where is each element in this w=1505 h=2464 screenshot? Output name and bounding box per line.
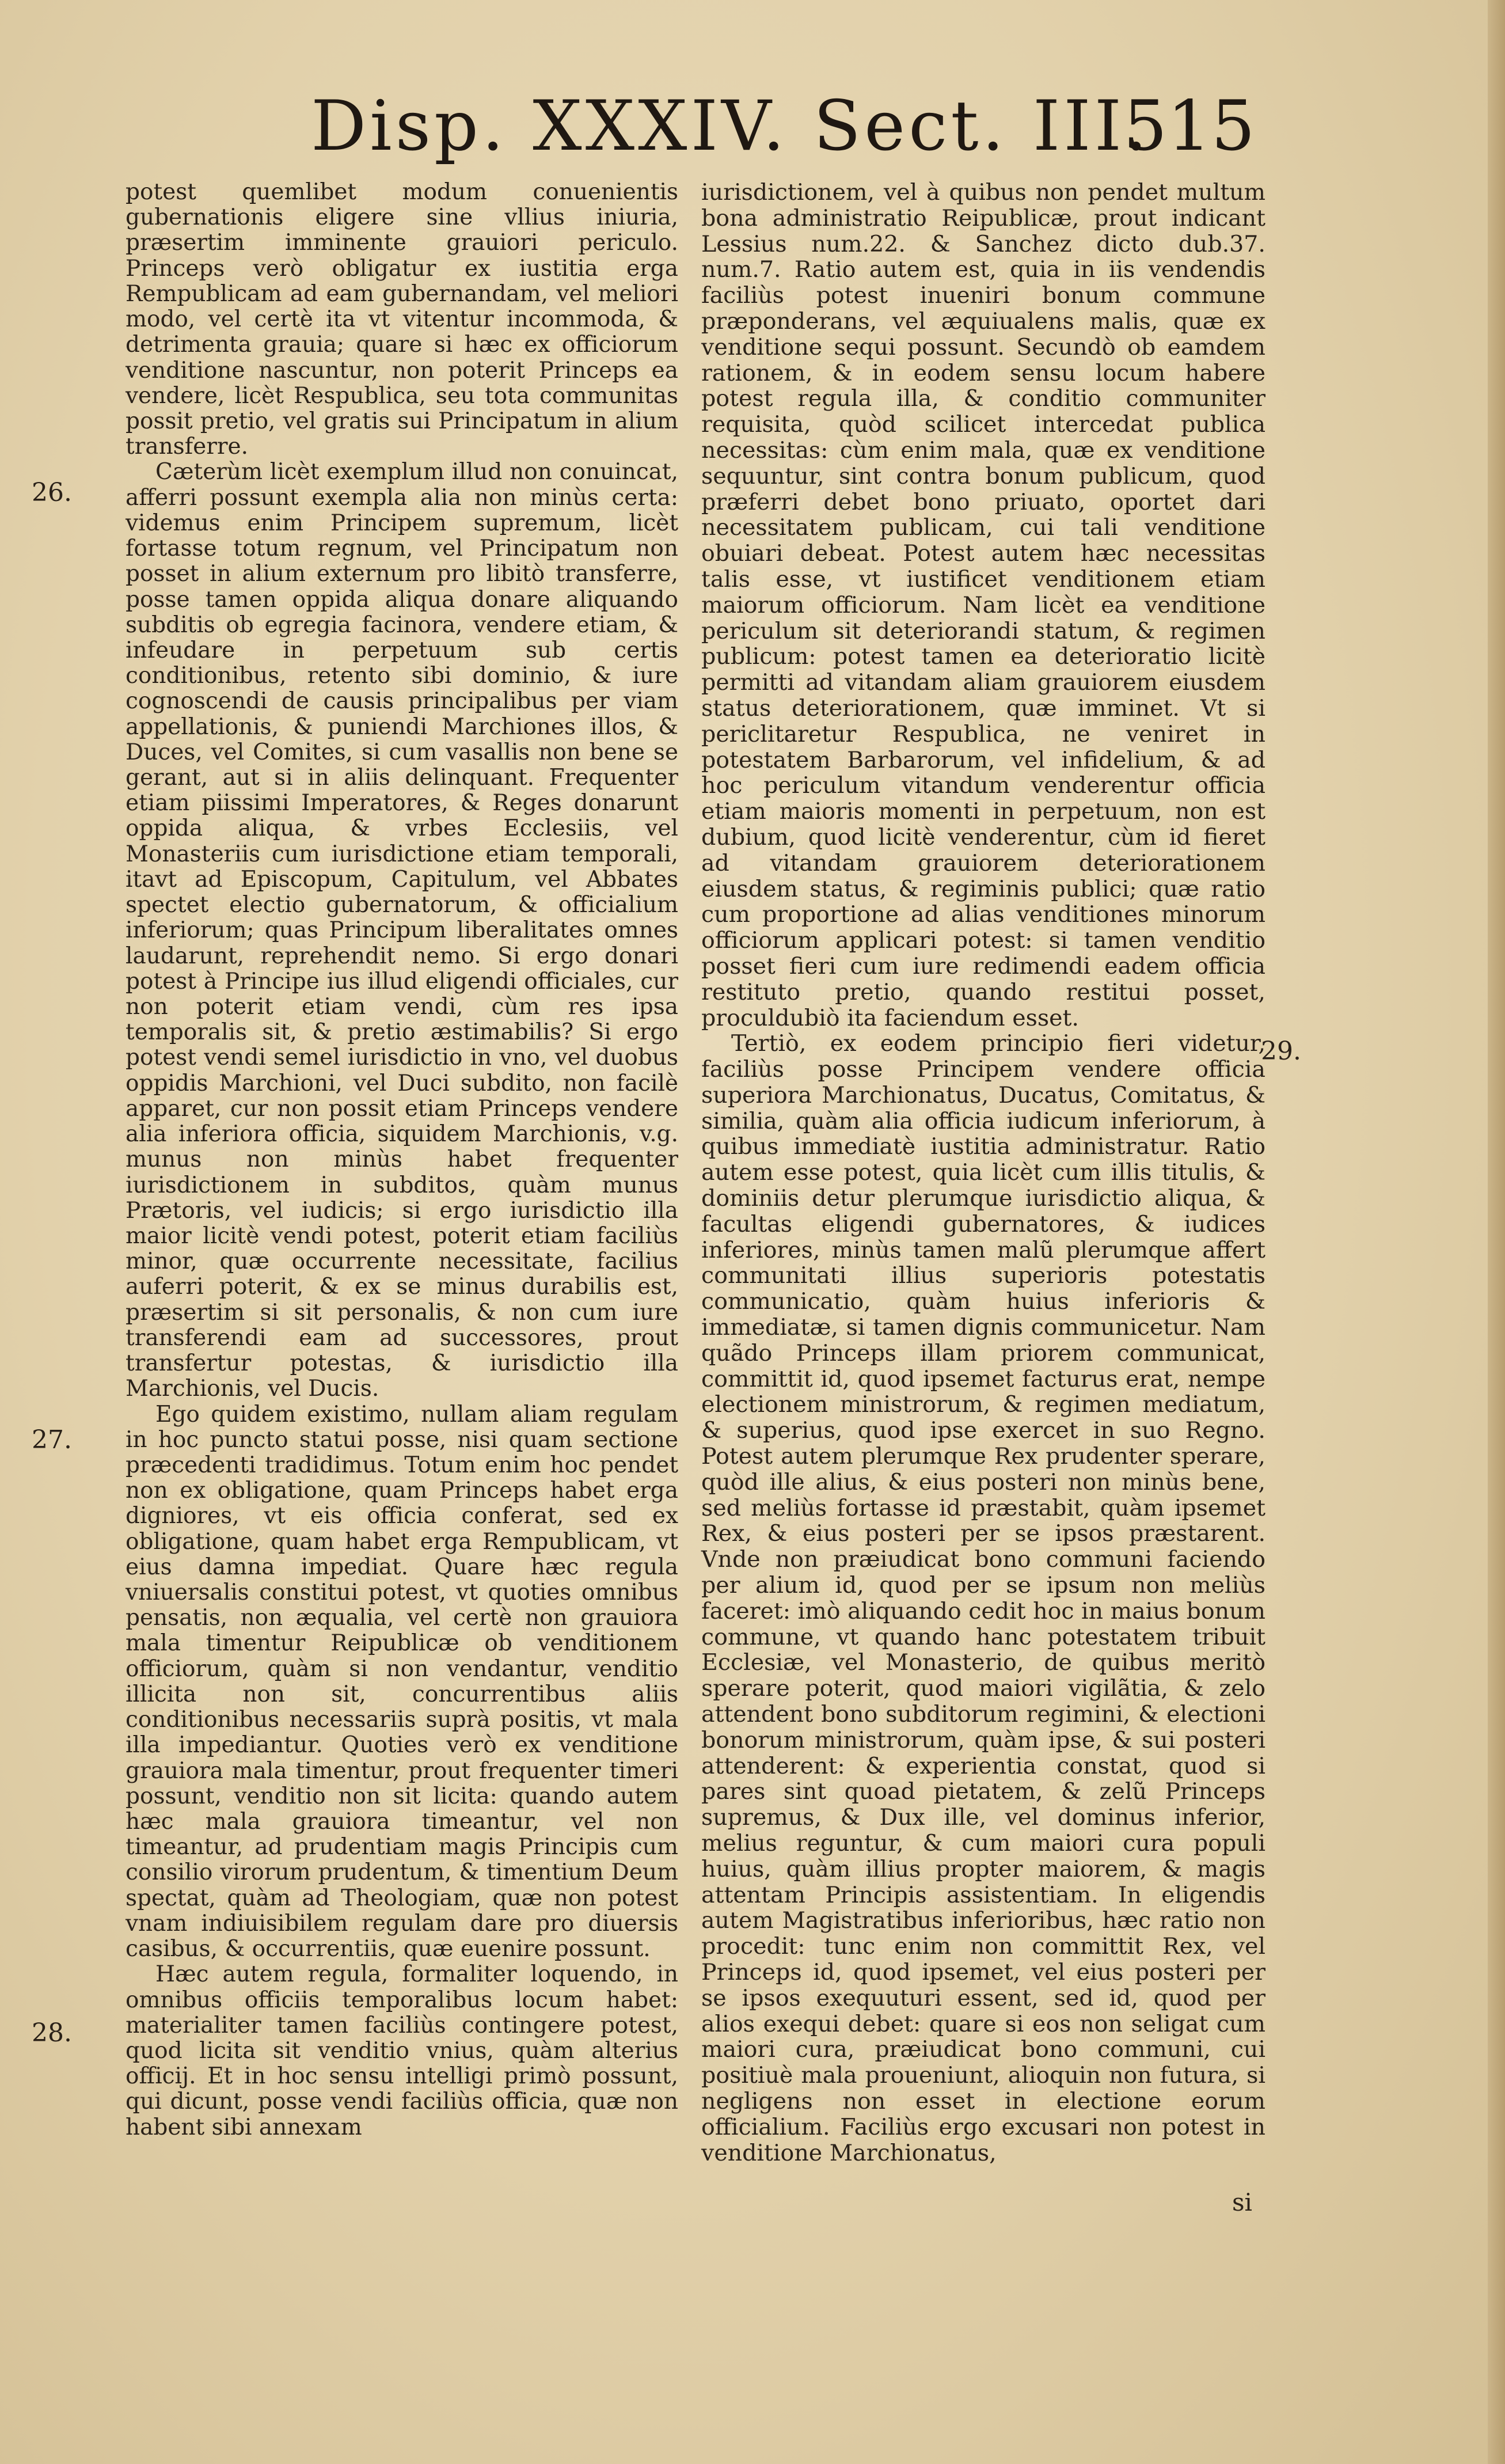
running-head: Disp. XXXIV. Sect. III. bbox=[311, 86, 1151, 166]
page-header bbox=[311, 86, 1255, 167]
margin-number: 27. bbox=[32, 1425, 72, 1455]
paragraph: Hæc autem regula, formaliter loquendo, in omnibus officiis temporalibus locum habet: materialiter tamen faciliùs contingere potest, quod licita sit venditio vnius, quàm alterius officij. Et in hoc sensu intelligi primò possunt, qui dicunt, posse vendi faciliùs officia, quæ non habent sibi annexam bbox=[126, 1961, 678, 2140]
paragraph: Cæterùm licèt exemplum illud non conuincat, afferri possunt exempla alia non minùs certa: videmus enim Principem supremum, licèt fortasse totum regnum, vel Principatum non posset in alium externum pro libitò transferre, posse tamen oppida aliqua donare aliquando subditis ob egregia facinora, vendere etiam, & infeudare in perpetuum sub certis conditionibus, retento sibi dominio, & iure cognoscendi de causis principalibus per viam appellationis, & puniendi Marchiones illos, & Duces, vel Comites, si cum vasallis non bene se gerant, aut si in aliis delinquant. Frequenter etiam piissimi Imperatores, & Reges donarunt oppida aliqua, & vrbes Ecclesiis, vel Monasteriis cum iurisdictione etiam temporali, itavt ad Episcopum, Capitulum, vel Abbates spectet electio gubernatorum, & officialium inferiorum; quas Principum liberalitates omnes laudarunt, reprehendit nemo. Si ergo donari potest à Principe ius illud eligendi officiales, cur non poterit etiam vendi, cùm res ipsa temporalis sit, & pretio æstimabilis? Si ergo potest vendi semel iurisdictio in vno, vel duobus oppidis Marchioni, vel Duci subdito, non facilè apparet, cur non possit etiam Princeps vendere alia inferiora officia, siquidem Marchionis, v.g. munus non minùs habet frequenter iurisdictionem in subditos, quàm munus Prætoris, vel iudicis; si ergo iurisdictio illa maior licitè vendi potest, poterit etiam faciliùs minor, quæ occurrente necessitate, facilius auferri poterit, & ex se minus durabilis est, præsertim si sit personalis, & non cum iure transferendi eam ad successores, prout transfertur potestas, & iurisdictio illa Marchionis, vel Ducis. bbox=[126, 459, 678, 1402]
page-edge bbox=[1488, 0, 1505, 2464]
folio-number: 515 bbox=[1123, 86, 1255, 166]
right-column bbox=[701, 180, 1265, 2166]
margin-number: 28. bbox=[32, 2018, 72, 2048]
paragraph: iurisdictionem, vel à quibus non pendet multum bona administratio Reipublicæ, prout indicant Lessius num.22. & Sanchez dicto dub.37. num.7. Ratio autem est, quia in iis vendendis faciliùs potest inueniri bonum commune præponderans, vel æquiualens malis, quæ ex venditione sequi possunt. Secundò ob eamdem rationem, & in eodem sensu locum habere potest regula illa, & conditio communiter requisita, quòd scilicet intercedat publica necessitas: cùm enim mala, quæ ex venditione sequuntur, sint contra bonum publicum, quod præferri debet bono priuato, oportet dari necessitatem publicam, cui tali venditione obuiari debeat. Potest autem hæc necessitas talis esse, vt iustificet venditionem etiam maiorum officiorum. Nam licèt ea venditione periculum sit deteriorandi statum, & regimen publicum: potest tamen ea deterioratio licitè permitti ad vitandam aliam grauiorem eiusdem status deteriorationem, quæ imminet. Vt si periclitaretur Respublica, ne veniret in potestatem Barbarorum, vel infidelium, & ad hoc periculum vitandum venderentur officia etiam maioris momenti in perpetuum, non est dubium, quod licitè venderentur, cùm id fieret ad vitandam grauiorem deteriorationem eiusdem status, & regiminis publici; quæ ratio cum proportione ad alias venditiones minorum officiorum applicari potest: si tamen venditio posset fieri cum iure redimendi eadem officia restituto pretio, quando restitui posset, proculdubiò ita faciendum esset. bbox=[701, 179, 1265, 1031]
paragraph: Ego quidem existimo, nullam aliam regulam in hoc puncto statui posse, nisi quam sectione præcedenti tradidimus. Totum enim hoc pendet non ex obligatione, quam Princeps habet erga digniores, vt eis officia conferat, sed ex obligatione, quam habet erga Rempublicam, vt eius damna impediat. Quare hæc regula vniuersalis constitui potest, vt quoties omnibus pensatis, non æqualia, vel certè non grauiora mala timentur Reipublicæ ob venditionem officiorum, quàm si non vendantur, venditio illicita non sit, concurrentibus aliis conditionibus necessariis suprà positis, vt mala illa impediantur. Quoties verò ex venditione grauiora mala timentur, prout frequenter timeri possunt, venditio non sit licita: quando autem hæc mala grauiora timeantur, vel non timeantur, ad prudentiam magis Principis cum consilio virorum prudentum, & timentium Deum spectat, quàm ad Theologiam, quæ non potest vnam indiuisibilem regulam dare pro diuersis casibus, & occurrentiis, quæ euenire possunt. bbox=[126, 1401, 678, 1962]
margin-number: 26. bbox=[32, 478, 72, 507]
left-column bbox=[126, 180, 678, 2140]
paragraph: Tertiò, ex eodem principio fieri videtur, faciliùs posse Principem vendere officia superiora Marchionatus, Ducatus, Comitatus, & similia, quàm alia officia iudicum inferiorum, à quibus immediatè iustitia administratur. Ratio autem esse potest, quia licèt cum illis titulis, & dominiis detur plerumque iurisdictio aliqua, & facultas eligendi gubernatores, & iudices inferiores, minùs tamen malũ plerumque affert communitati illius superioris potestatis communicatio, quàm huius inferioris & immediatæ, si tamen dignis communicetur. Nam quãdo Princeps illam priorem communicat, committit id, quod ipsemet facturus erat, nempe electionem ministrorum, & regimen mediatum, & superius, quod ipse exercet in suo Regno. Potest autem plerumque Rex prudenter sperare, quòd ille alius, & eius posteri non minùs bene, sed meliùs fortasse id præstabit, quàm ipsemet Rex, & eius posteri per se ipsos præstarent. Vnde non præiudicat bono communi faciendo per alium id, quod per se ipsum non meliùs faceret: imò aliquando cedit hoc in maius bonum commune, vt quando hanc potestatem tribuit Ecclesiæ, vel Monasterio, de quibus meritò sperare poterit, quod maiori vigilãtia, & zelo attendent bono subditorum regimini, & electioni bonorum ministrorum, quàm ipse, & sui posteri attenderent: & experientia constat, quod si pares sint quoad pietatem, & zelũ Princeps supremus, & Dux ille, vel dominus inferior, melius reguntur, & cum maiori cura populi huius, quàm illius propter maiorem, & magis attentam Principis assistentiam. In eligendis autem Magistratibus inferioribus, hæc ratio non procedit: tunc enim non committit Rex, vel Princeps id, quod ipsemet, vel eius posteri per se ipsos exequuturi essent, sed id, quod per alios exequi debet: quare si eos non seligat cum maiori cura, præiudicat bono communi, cui positiuè mala proueniunt, alioquin non futura, si negligens non esset in electione eorum officialium. Faciliùs ergo excusari non potest in venditione Marchionatus, bbox=[701, 1030, 1265, 2166]
catchword: si bbox=[1232, 2188, 1252, 2216]
paragraph: potest quemlibet modum conuenientis gubernationis eligere sine vllius iniuria, præsertim imminente grauiori periculo. Princeps verò obligatur ex iustitia erga Rempublicam ad eam gubernandam, vel meliori modo, vel certè ita vt vitentur incommoda, & detrimenta grauia; quare si hæc ex officiorum venditione nascuntur, non poterit Princeps ea vendere, licèt Respublica, seu tota communitas possit pretio, vel gratis sui Principatum in alium transferre. bbox=[126, 179, 678, 460]
margin-number: 29. bbox=[1261, 1037, 1301, 1066]
